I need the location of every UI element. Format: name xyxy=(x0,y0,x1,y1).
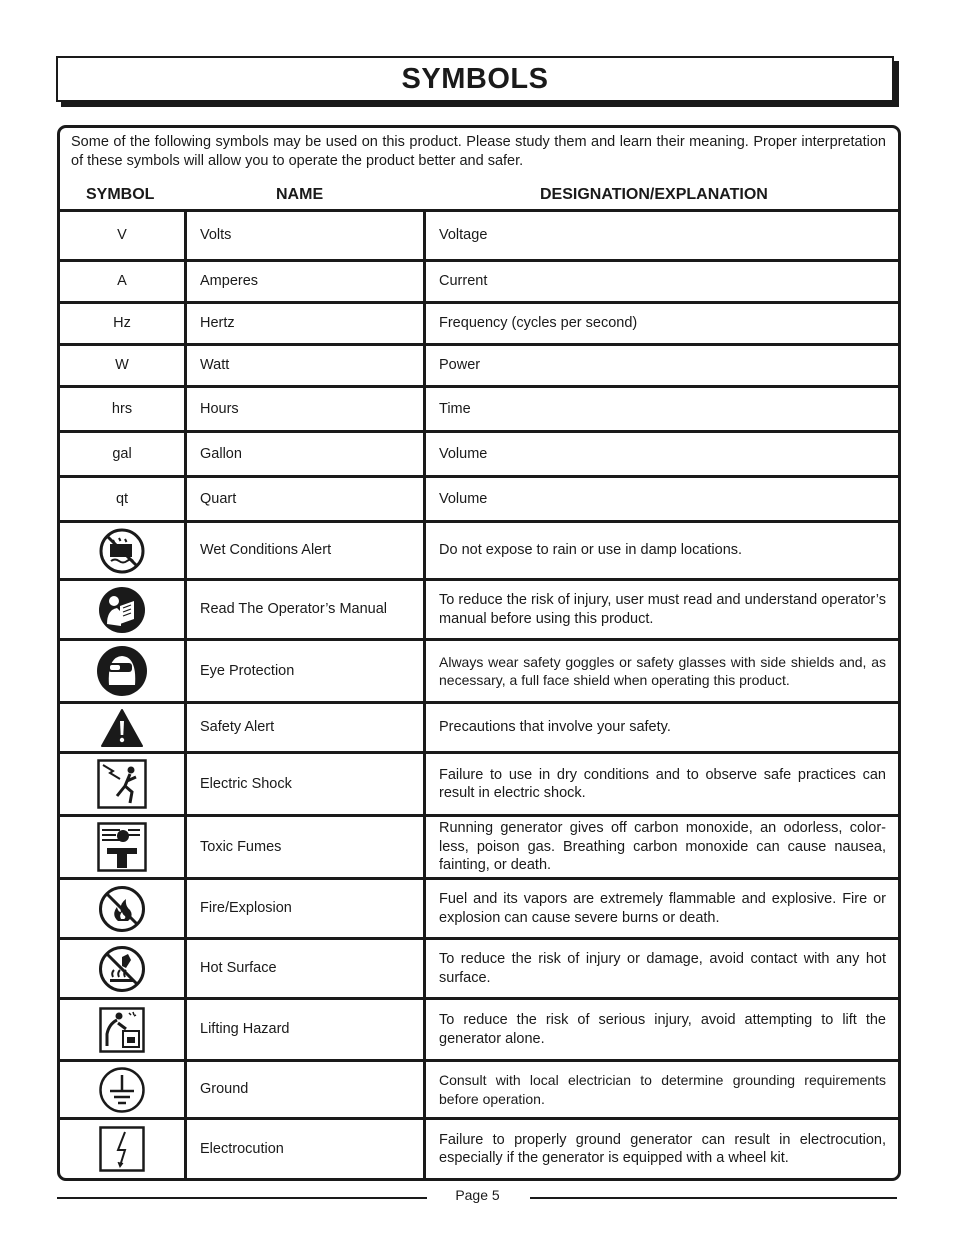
name-cell: Electric Shock xyxy=(184,754,423,814)
designation-cell: Time xyxy=(439,400,471,417)
table-row xyxy=(60,301,898,343)
name-cell: Amperes xyxy=(184,262,423,301)
symbol-cell: qt xyxy=(115,490,129,507)
safety-alert-icon xyxy=(100,708,144,748)
name-cell: Volts xyxy=(184,212,423,259)
electric-shock-icon xyxy=(97,759,147,809)
designation-cell: To reduce the risk of injury or damage, avoid contact with any hot surface. xyxy=(439,951,886,986)
table-row xyxy=(60,638,898,701)
name-cell: Electrocution xyxy=(184,1120,423,1178)
table-row xyxy=(60,259,898,301)
symbol-column-header: SYMBOL xyxy=(86,186,155,203)
intro-text: Some of the following symbols may be used on this product. Please study them and learn their meaning. Proper interpretation of these symbols will allow you to operate the product better and safer. xyxy=(71,134,886,169)
name-cell: Wet Conditions Alert xyxy=(184,523,423,578)
lifting-hazard-icon xyxy=(99,1007,145,1053)
name-cell: Safety Alert xyxy=(184,704,423,751)
designation-cell: Precautions that involve your safety. xyxy=(439,719,671,736)
symbol-cell: W xyxy=(115,357,129,374)
hot-surface-icon xyxy=(98,945,146,993)
name-cell: Quart xyxy=(184,478,423,520)
designation-column-header: DESIGNATION/EXPLANATION xyxy=(540,186,768,203)
designation-cell: Power xyxy=(439,357,481,374)
fire-explosion-icon xyxy=(98,885,146,933)
designation-cell: Frequency (cycles per second) xyxy=(439,315,638,332)
title-box xyxy=(56,56,894,102)
table-row xyxy=(60,937,898,997)
footer-rule-right xyxy=(530,1197,897,1199)
name-cell: Gallon xyxy=(184,433,423,475)
name-cell: Watt xyxy=(184,346,423,385)
designation-cell: Volume xyxy=(439,490,488,507)
designation-cell: Running generator gives off carbon monoxide, an odorless, color-less, poison gas. Breathing carbon monoxide can cause nausea, fainting, or death. xyxy=(439,820,886,874)
designation-cell: Failure to properly ground generator can result in electrocution, especially if the generator is equipped with a wheel kit. xyxy=(439,1131,886,1166)
designation-cell: Do not expose to rain or use in damp locations. xyxy=(439,542,743,559)
table-row xyxy=(60,1059,898,1117)
table-row xyxy=(60,430,898,475)
designation-cell: To reduce the risk of injury, user must read and understand operator’s manual before using this product. xyxy=(439,592,886,627)
table-row xyxy=(60,814,898,877)
table-row xyxy=(60,751,898,814)
name-cell: Hertz xyxy=(184,304,423,343)
table-row xyxy=(60,997,898,1059)
name-cell: Hot Surface xyxy=(184,940,423,997)
symbol-cell: Hz xyxy=(113,315,131,332)
designation-cell: Voltage xyxy=(439,227,488,244)
name-cell: Fire/Explosion xyxy=(184,880,423,937)
symbols-panel xyxy=(57,125,901,1181)
symbol-cell: hrs xyxy=(111,400,133,417)
page-title: SYMBOLS xyxy=(401,63,549,95)
table-row xyxy=(60,877,898,937)
name-column-header: NAME xyxy=(276,186,324,203)
table-row xyxy=(60,475,898,520)
table-row xyxy=(60,343,898,385)
name-cell: Toxic Fumes xyxy=(184,817,423,877)
table-row xyxy=(60,209,898,259)
designation-cell: Always wear safety goggles or safety glasses with side shields and, as necessary, a full face shield when operating this product. xyxy=(439,653,886,688)
name-cell: Eye Protection xyxy=(184,641,423,701)
footer-rule-left xyxy=(57,1197,427,1199)
symbol-cell: V xyxy=(117,227,127,244)
symbol-cell: A xyxy=(117,273,127,290)
page-number: Page 5 xyxy=(455,1187,500,1203)
eye-protection-icon xyxy=(96,645,148,697)
name-cell: Hours xyxy=(184,388,423,430)
symbol-cell: gal xyxy=(112,445,132,462)
table-row xyxy=(60,701,898,751)
read-manual-icon xyxy=(98,586,146,634)
toxic-fumes-icon xyxy=(97,822,147,872)
designation-cell: Failure to use in dry conditions and to observe safe practices can result in electric shock. xyxy=(439,766,886,801)
ground-icon xyxy=(98,1066,146,1114)
name-cell: Read The Operator’s Manual xyxy=(184,581,423,638)
electrocution-icon xyxy=(99,1126,145,1172)
name-cell: Lifting Hazard xyxy=(184,1000,423,1059)
table-row xyxy=(60,578,898,638)
wet-conditions-icon xyxy=(99,528,145,574)
name-cell: Ground xyxy=(184,1062,423,1117)
designation-cell: Volume xyxy=(439,445,488,462)
designation-cell: Consult with local electrician to determine grounding requirements before operation. xyxy=(439,1072,886,1107)
designation-cell: Current xyxy=(439,273,488,290)
table-row xyxy=(60,385,898,430)
designation-cell: To reduce the risk of serious injury, avoid attempting to lift the generator alone. xyxy=(439,1012,886,1047)
table-row xyxy=(60,1117,898,1178)
table-row xyxy=(60,520,898,578)
designation-cell: Fuel and its vapors are extremely flammable and explosive. Fire or explosion can cause severe burns or death. xyxy=(439,891,886,926)
